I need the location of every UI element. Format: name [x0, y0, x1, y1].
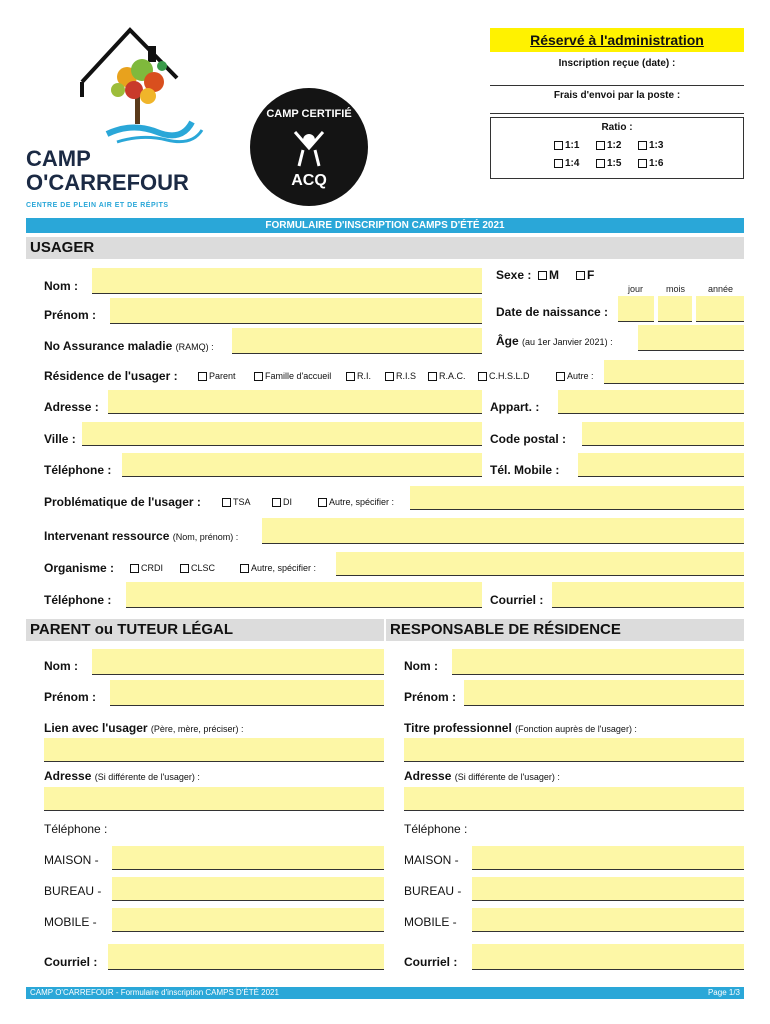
intervenant-field[interactable]: [262, 518, 744, 544]
seal-bottom-text: ACQ: [291, 172, 327, 189]
organisme-crdi[interactable]: CRDI: [130, 563, 163, 573]
telephone-field[interactable]: [122, 453, 482, 477]
checkbox[interactable]: [596, 141, 605, 150]
parent-nom-field[interactable]: [92, 649, 384, 675]
intervenant-label: Intervenant ressource (Nom, prénom) :: [44, 529, 239, 543]
telephone2-field[interactable]: [126, 582, 482, 608]
parent-telephone-label: Téléphone :: [44, 822, 108, 836]
ratio-1-1[interactable]: 1:1: [554, 140, 579, 151]
parent-prenom-label: Prénom :: [44, 690, 97, 704]
code-postal-field[interactable]: [582, 422, 744, 446]
courriel-label: Courriel :: [490, 593, 544, 607]
checkbox[interactable]: [554, 159, 563, 168]
house-tree-icon: [22, 22, 222, 152]
organisme-label: Organisme :: [44, 561, 115, 575]
parent-maison-label: MAISON -: [44, 853, 99, 867]
parent-bureau-label: BUREAU -: [44, 884, 102, 898]
adresse-label: Adresse :: [44, 400, 99, 414]
parent-lien-field[interactable]: [44, 738, 384, 762]
adresse-field[interactable]: [108, 390, 482, 414]
ramq-label: No Assurance maladie (RAMQ) :: [44, 339, 214, 353]
jour-label: jour: [628, 284, 644, 294]
parent-prenom-field[interactable]: [110, 680, 384, 706]
acq-seal: [250, 88, 368, 206]
age-field[interactable]: [638, 325, 744, 351]
sexe-f[interactable]: F: [576, 268, 594, 282]
ratio-1-2[interactable]: 1:2: [596, 140, 621, 151]
seal-top-text: CAMP CERTIFIÉ: [266, 108, 352, 120]
footer-left: CAMP O'CARREFOUR - Formulaire d'inscription CAMPS D'ÉTÉ 2021: [30, 988, 279, 997]
resp-adresse-label: Adresse (Si différente de l'usager) :: [404, 769, 560, 783]
parent-courriel-label: Courriel :: [44, 955, 98, 969]
dob-label: Date de naissance :: [496, 305, 609, 319]
checkbox[interactable]: [385, 372, 394, 381]
ville-field[interactable]: [82, 422, 482, 446]
residence-autre[interactable]: Autre :: [556, 371, 594, 381]
resp-courriel-label: Courriel :: [404, 955, 458, 969]
tel-mobile-field[interactable]: [578, 453, 744, 477]
checkbox[interactable]: [576, 271, 585, 280]
parent-mobile-label: MOBILE -: [44, 915, 97, 929]
footer-bar: [26, 987, 744, 999]
probleme-autre-field[interactable]: [410, 486, 744, 510]
checkbox[interactable]: [222, 498, 231, 507]
checkbox[interactable]: [346, 372, 355, 381]
logo-line1: CAMP: [26, 146, 91, 171]
checkbox[interactable]: [180, 564, 189, 573]
dob-jour-field[interactable]: [618, 296, 654, 322]
residence-ris[interactable]: R.I.S: [385, 371, 416, 381]
checkbox[interactable]: [272, 498, 281, 507]
resp-nom-field[interactable]: [452, 649, 744, 675]
footer-page: Page 1/3: [707, 988, 740, 997]
probleme-label: Problématique de l'usager :: [44, 495, 201, 509]
checkbox[interactable]: [478, 372, 487, 381]
resp-mobile-field[interactable]: [472, 908, 744, 932]
checkbox[interactable]: [428, 372, 437, 381]
ratio-1-6[interactable]: 1:6: [638, 158, 663, 169]
residence-chsld[interactable]: C.H.S.L.D: [478, 371, 530, 381]
resp-mobile-label: MOBILE -: [404, 915, 457, 929]
organisme-autre-field[interactable]: [336, 552, 744, 576]
logo-line2: O'CARREFOUR: [26, 170, 189, 195]
tel-mobile-label: Tél. Mobile :: [490, 463, 560, 477]
checkbox[interactable]: [596, 159, 605, 168]
parent-adresse-field[interactable]: [44, 787, 384, 811]
checkbox[interactable]: [638, 159, 647, 168]
section-parent: PARENT ou TUTEUR LÉGAL: [26, 619, 384, 641]
annee-label: année: [708, 284, 734, 294]
checkbox[interactable]: [240, 564, 249, 573]
sexe-m[interactable]: M: [538, 268, 559, 282]
resp-telephone-label: Téléphone :: [404, 822, 468, 836]
usager-nom-label: Nom :: [44, 279, 78, 293]
admin-frais-line[interactable]: [490, 104, 744, 114]
resp-maison-label: MAISON -: [404, 853, 459, 867]
admin-inscription-label: Inscription reçue (date) :: [558, 58, 676, 69]
residence-parent[interactable]: Parent: [198, 371, 236, 381]
residence-ri[interactable]: R.I.: [346, 371, 371, 381]
checkbox[interactable]: [254, 372, 263, 381]
section-responsable: RESPONSABLE DE RÉSIDENCE: [386, 619, 744, 641]
usager-prenom-label: Prénom :: [44, 308, 97, 322]
parent-lien-label: Lien avec l'usager (Père, mère, préciser) :: [44, 721, 244, 735]
probleme-autre[interactable]: Autre, spécifier :: [318, 497, 394, 507]
mois-label: mois: [666, 284, 686, 294]
probleme-di[interactable]: DI: [272, 497, 292, 507]
courriel-field[interactable]: [552, 582, 744, 608]
organisme-clsc[interactable]: CLSC: [180, 563, 215, 573]
ville-label: Ville :: [44, 432, 76, 446]
checkbox[interactable]: [318, 498, 327, 507]
residence-famille[interactable]: Famille d'accueil: [254, 371, 331, 381]
checkbox[interactable]: [198, 372, 207, 381]
ratio-1-4[interactable]: 1:4: [554, 158, 579, 169]
checkbox[interactable]: [556, 372, 565, 381]
ratio-1-3[interactable]: 1:3: [638, 140, 663, 151]
camp-logo: [22, 22, 222, 217]
residence-rac[interactable]: R.A.C.: [428, 371, 466, 381]
dob-mois-field[interactable]: [658, 296, 692, 322]
code-postal-label: Code postal :: [490, 432, 567, 446]
resp-prenom-field[interactable]: [464, 680, 744, 706]
admin-inscription-line[interactable]: [490, 72, 744, 86]
checkbox[interactable]: [130, 564, 139, 573]
age-label: Âge (au 1er Janvier 2021) :: [496, 334, 613, 348]
appart-field[interactable]: [558, 390, 744, 414]
organisme-autre[interactable]: Autre, spécifier :: [240, 563, 316, 573]
parent-nom-label: Nom :: [44, 659, 78, 673]
resp-nom-label: Nom :: [404, 659, 438, 673]
ratio-label: Ratio :: [601, 122, 633, 133]
residence-autre-field[interactable]: [604, 360, 744, 384]
ratio-1-5[interactable]: 1:5: [596, 158, 621, 169]
resp-courriel-field[interactable]: [472, 944, 744, 970]
resp-prenom-label: Prénom :: [404, 690, 457, 704]
appart-label: Appart. :: [490, 400, 540, 414]
checkbox[interactable]: [538, 271, 547, 280]
checkbox[interactable]: [554, 141, 563, 150]
section-usager: USAGER: [26, 237, 744, 259]
parent-maison-field[interactable]: [112, 846, 384, 870]
admin-frais-label: Frais d'envoi par la poste :: [553, 90, 681, 101]
residence-label: Résidence de l'usager :: [44, 369, 178, 383]
logo-tagline: CENTRE DE PLEIN AIR ET DE RÉPITS: [26, 202, 169, 209]
telephone-label: Téléphone :: [44, 463, 112, 477]
resp-adresse-field[interactable]: [404, 787, 744, 811]
parent-courriel-field[interactable]: [108, 944, 384, 970]
telephone2-label: Téléphone :: [44, 593, 112, 607]
checkbox[interactable]: [638, 141, 647, 150]
resp-bureau-field[interactable]: [472, 877, 744, 901]
sexe-label: Sexe :: [496, 268, 532, 282]
parent-bureau-field[interactable]: [112, 877, 384, 901]
usager-prenom-field[interactable]: [110, 298, 482, 324]
probleme-tsa[interactable]: TSA: [222, 497, 251, 507]
dob-annee-field[interactable]: [696, 296, 744, 322]
parent-mobile-field[interactable]: [112, 908, 384, 932]
usager-nom-field[interactable]: [92, 268, 482, 294]
resp-titre-field[interactable]: [404, 738, 744, 762]
admin-title: Réservé à l'administration: [490, 28, 744, 52]
resp-titre-label: Titre professionnel (Fonction auprès de l'usager) :: [404, 721, 637, 735]
form-title: FORMULAIRE D'INSCRIPTION CAMPS D'ÉTÉ 2021: [26, 218, 744, 233]
ramq-field[interactable]: [232, 328, 482, 354]
resp-bureau-label: BUREAU -: [404, 884, 462, 898]
resp-maison-field[interactable]: [472, 846, 744, 870]
parent-adresse-label: Adresse (Si différente de l'usager) :: [44, 769, 200, 783]
